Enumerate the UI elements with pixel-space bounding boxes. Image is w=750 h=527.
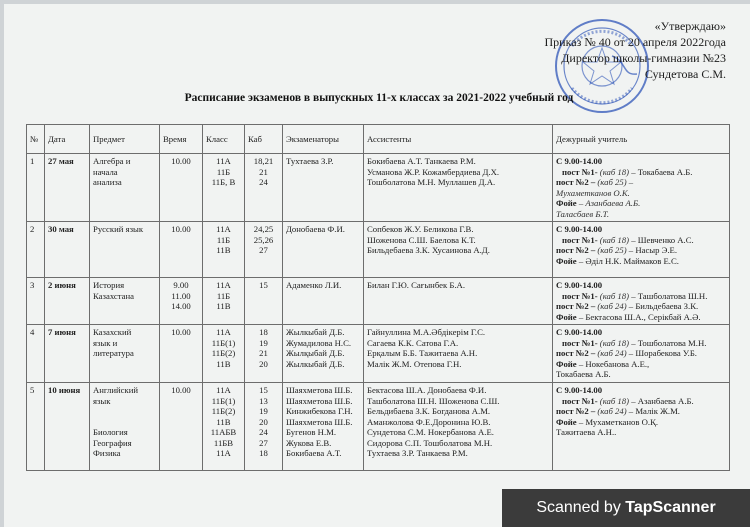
post2-teacher: – Бильдебаева З.К.: [628, 301, 699, 311]
table-row: [27, 325, 730, 383]
header-assistants: Ассистенты: [364, 125, 553, 154]
class-line: 11А: [216, 385, 231, 395]
assistants-line: Билан Г.Ю. Сағынбек Б.А.: [367, 280, 465, 290]
room-line: 27: [259, 437, 268, 448]
foyer-label: Фойе: [556, 255, 577, 266]
post1-label: пост №1-: [562, 166, 598, 177]
table-header-row: [27, 125, 730, 154]
watermark-prefix: Scanned by: [536, 499, 626, 516]
post2-label: пост №2 –: [556, 348, 596, 358]
table-row: [27, 383, 730, 471]
examiners-line: Жылқыбай Д.Б.: [286, 348, 345, 358]
approval-heading: «Утверждаю»: [654, 19, 726, 33]
assistants-line: Тухтаева З.Р. Танкаева Р.М.: [367, 448, 468, 458]
cell-class: [203, 383, 245, 471]
post1-label: пост №1-: [562, 337, 598, 348]
approval-director: Директор школы-гимназии №23: [561, 51, 726, 65]
cell-class: [203, 278, 245, 325]
cell-room: [245, 325, 283, 383]
header-num: №: [27, 125, 45, 154]
cell-examiners: [283, 154, 364, 222]
class-line: 11Б(2): [211, 348, 236, 358]
room-line: 25,26: [253, 234, 274, 245]
exam-date: 30 мая: [45, 222, 90, 278]
exam-date: 27 мая: [45, 154, 90, 222]
room-line: 20: [259, 358, 268, 369]
cell-subject: [90, 383, 160, 471]
time-line: 10.00: [171, 224, 191, 234]
post1-teacher: – Токабаева А.Б.: [631, 166, 693, 177]
exam-date: 10 июня: [45, 383, 90, 471]
cell-time: [160, 383, 203, 471]
header-duty: Дежурный учитель: [553, 125, 730, 154]
room-line: 15: [259, 280, 268, 290]
assistants-line: Бокибаева А.Т. Танкаева Р.М.: [367, 156, 476, 166]
duty-teachers: [553, 278, 730, 325]
post1-label: пост №1-: [562, 290, 598, 301]
watermark-brand: TapScanner: [625, 499, 716, 516]
assistants-line: Усманова Ж.Р. Кожамбердиева Д.Х.: [367, 166, 500, 177]
assistants-line: Шоженова С.Ш. Баелова К.Т.: [367, 234, 476, 245]
post2-teacher: – Шорабекова У.Б.: [628, 348, 697, 358]
cell-assistants: [364, 278, 553, 325]
time-line: 10.00: [171, 327, 191, 337]
header-examiners: Экзаменаторы: [283, 125, 364, 154]
examiners-line: Шаяхметова Ш.Б.: [286, 385, 353, 395]
assistants-line: Ташболатова Ш.Н. Шоженова С.Ш.: [367, 395, 500, 406]
cell-time: [160, 222, 203, 278]
assistants-line: Сундетова С.М. Нокербанова А.Е.: [367, 427, 494, 437]
exam-schedule-table: [26, 124, 730, 471]
approval-block: [545, 18, 726, 82]
room-line: 19: [259, 337, 268, 348]
duty-teachers: [553, 154, 730, 222]
class-line: 11В: [216, 301, 231, 311]
class-line: 11Б: [216, 234, 231, 245]
subject-line: [93, 417, 156, 428]
table-row: [27, 278, 730, 325]
header-class: Класс: [203, 125, 245, 154]
approval-name: Сундетова С.М.: [644, 67, 726, 81]
foyer-label: Фойе: [556, 198, 577, 208]
class-line: 11АБВ: [210, 427, 237, 437]
post2-label: пост №2 –: [556, 177, 596, 187]
room-line: 27: [259, 245, 268, 255]
class-line: 11А: [216, 224, 231, 234]
assistants-line: Сагаева К.К. Сатова Г.А.: [367, 337, 459, 348]
cell-subject: [90, 278, 160, 325]
cell-examiners: [283, 222, 364, 278]
class-line: 11В: [216, 358, 231, 369]
duty-teachers: [553, 383, 730, 471]
post1-label: пост №1-: [562, 395, 598, 406]
document-title: Расписание экзаменов в выпускных 11-х классах за 2021-2022 учебный год: [184, 92, 574, 104]
subject-line: Казахстана: [93, 290, 135, 301]
room-line: 18: [259, 448, 268, 458]
class-line: 11Б(1): [211, 395, 236, 406]
cell-class: [203, 222, 245, 278]
class-line: 11А: [216, 156, 231, 166]
cell-subject: [90, 222, 160, 278]
class-line: 11Б: [216, 290, 231, 301]
subject-line: Биология: [93, 427, 128, 437]
header-time: Время: [160, 125, 203, 154]
examiners-line: Жылкыбай Д.Б.: [286, 327, 345, 337]
examiners-line: Адаменко Л.И.: [286, 280, 342, 290]
subject-line: начала: [93, 166, 118, 177]
foyer-teacher: – Бектасова Ш.А., Серікбай А.Ә.: [578, 311, 701, 322]
row-number: 4: [27, 325, 45, 383]
assistants-line: Тошболатова М.Н. Муллашев Д.А.: [367, 177, 496, 187]
foyer-extra: Таласбаев Б.Т.: [556, 208, 610, 219]
cell-assistants: [364, 154, 553, 222]
examiners-line: Жылкыбай Д.Б.: [286, 358, 345, 369]
duty-teachers: [553, 325, 730, 383]
header-room: Каб: [245, 125, 283, 154]
cell-examiners: [283, 325, 364, 383]
foyer-label: Фойе: [556, 416, 577, 427]
cell-subject: [90, 325, 160, 383]
cell-class: [203, 325, 245, 383]
room-line: 13: [259, 395, 268, 406]
exam-date: 2 июня: [45, 278, 90, 325]
subject-line: [93, 406, 156, 417]
duty-time: С 9.00-14.00: [556, 280, 603, 290]
examiners-line: Тухтаева З.Р.: [286, 156, 334, 166]
class-line: 11А: [216, 280, 231, 290]
assistants-line: Сопбеков Ж.У. Беликова Г.В.: [367, 224, 474, 234]
foyer-extra: Тажитаева А.Н..: [556, 427, 617, 437]
class-line: 11Б, В: [211, 177, 236, 187]
post1-room: (каб 18): [599, 166, 630, 177]
class-line: 11А: [216, 327, 231, 337]
examiners-line: Донобаева Ф.И.: [286, 224, 345, 234]
cell-time: [160, 278, 203, 325]
examiners-line: Жукова Е.В.: [286, 437, 332, 448]
time-line: 14.00: [171, 301, 191, 311]
post2-room: (каб 25): [597, 245, 627, 255]
row-number: 3: [27, 278, 45, 325]
assistants-line: Ерқалым Б.Б. Тажитаева А.Н.: [367, 348, 478, 358]
foyer-teacher: – Нокебанова А.Е.,: [578, 358, 650, 369]
post2-room: (каб 25) –: [597, 177, 634, 187]
approval-order: Приказ № 40 от 20 апреля 2022года: [544, 35, 726, 49]
post2-label: пост №2 –: [556, 406, 596, 416]
time-line: 11.00: [171, 290, 191, 301]
post1-teacher: – Ташболатова Ш.Н.: [631, 290, 708, 301]
subject-line: Казахский: [93, 327, 132, 337]
room-line: 21: [259, 166, 268, 177]
cell-assistants: [364, 383, 553, 471]
post1-teacher: – Шевченко А.С.: [631, 234, 694, 245]
room-line: 24: [259, 427, 268, 437]
room-line: 18,21: [253, 156, 274, 166]
examiners-line: Бугенов Н.М.: [286, 427, 337, 437]
subject-line: География: [93, 437, 132, 448]
assistants-line: Малік Ж.М. Отепова Г.Н.: [367, 358, 462, 369]
subject-line: Алгебра и: [93, 156, 131, 166]
class-line: 11В: [216, 416, 231, 427]
table-row: [27, 154, 730, 222]
row-number: 1: [27, 154, 45, 222]
cell-assistants: [364, 325, 553, 383]
foyer-teacher: – Әділ Н.К. Маймаков Е.С.: [578, 255, 679, 266]
subject-line: язык: [93, 395, 111, 406]
room-line: 19: [259, 406, 268, 416]
post2-extra: Мухаметканов О.К.: [556, 187, 630, 198]
row-number: 5: [27, 383, 45, 471]
assistants-line: Бильдебаева З.К. Хусаинова А.Д.: [367, 245, 490, 255]
exam-date: 7 июня: [45, 325, 90, 383]
subject-line: Физика: [93, 448, 121, 458]
duty-teachers: [553, 222, 730, 278]
subject-line: Английский: [93, 385, 139, 395]
duty-time: С 9.00-14.00: [556, 327, 603, 337]
cell-room: [245, 278, 283, 325]
room-line: 18: [259, 327, 268, 337]
cell-room: [245, 154, 283, 222]
time-line: 9.00: [173, 280, 189, 290]
post1-room: (каб 18): [599, 395, 630, 406]
scanner-watermark: [502, 489, 750, 527]
duty-time: С 9.00-14.00: [556, 224, 603, 234]
post2-label: пост №2 –: [556, 301, 596, 311]
time-line: 10.00: [171, 385, 191, 395]
examiners-line: Бокибаева А.Т.: [286, 448, 342, 458]
post1-teacher: – Азанбаева А.Б.: [631, 395, 694, 406]
duty-time: С 9.00-14.00: [556, 156, 603, 166]
class-line: 11Б(1): [211, 337, 236, 348]
cell-assistants: [364, 222, 553, 278]
class-line: 11А: [216, 448, 231, 458]
post1-label: пост №1-: [562, 234, 598, 245]
foyer-extra: Токабаева А.Б.: [556, 369, 611, 379]
post1-room: (каб 18): [599, 337, 630, 348]
class-line: 11В: [216, 245, 231, 255]
document-page: [4, 4, 750, 527]
examiners-line: Шаяхметова Ш.Б.: [286, 416, 353, 427]
cell-examiners: [283, 278, 364, 325]
post2-teacher: – Насыр Э.Е.: [628, 245, 678, 255]
header-subject: Предмет: [90, 125, 160, 154]
post2-room: (каб 24): [597, 348, 627, 358]
class-line: 11БВ: [213, 437, 234, 448]
table-row: [27, 222, 730, 278]
post2-label: пост №2 –: [556, 245, 596, 255]
foyer-label: Фойе: [556, 311, 577, 322]
subject-line: литература: [93, 348, 134, 358]
assistants-line: Гайнуллина М.А.Әбдікерім Г.С.: [367, 327, 486, 337]
examiners-line: Жумадилова Н.С.: [286, 337, 352, 348]
assistants-line: Бельдибаева З.К. Богданова А.М.: [367, 406, 491, 416]
foyer-teacher: – Азанбаева А.Б.: [578, 198, 641, 208]
assistants-line: Сидорова С.П. Тошболатова М.Н.: [367, 437, 493, 448]
cell-room: [245, 222, 283, 278]
header-date: Дата: [45, 125, 90, 154]
post1-room: (каб 18): [599, 290, 630, 301]
room-line: 24,25: [253, 224, 274, 234]
foyer-teacher: – Мухаметканов О.Қ.: [578, 416, 659, 427]
cell-time: [160, 154, 203, 222]
duty-time: С 9.00-14.00: [556, 385, 603, 395]
examiners-line: Шаяхметова Ш.Б.: [286, 395, 353, 406]
room-line: 20: [259, 416, 268, 427]
subject-line: анализа: [93, 177, 122, 187]
post1-teacher: – Тошболатова М.Н.: [631, 337, 707, 348]
class-line: 11Б: [216, 166, 231, 177]
time-line: 10.00: [171, 156, 191, 166]
subject-line: язык и: [93, 337, 118, 348]
post1-room: (каб 18): [599, 234, 630, 245]
cell-class: [203, 154, 245, 222]
foyer-label: Фойе: [556, 358, 577, 369]
room-line: 24: [259, 177, 268, 187]
room-line: 15: [259, 385, 268, 395]
examiners-line: Кинжибекова Г.Н.: [286, 406, 353, 416]
post2-room: (каб 24): [597, 406, 627, 416]
cell-room: [245, 383, 283, 471]
class-line: 11Б(2): [211, 406, 236, 416]
cell-subject: [90, 154, 160, 222]
post2-room: (каб 24): [597, 301, 627, 311]
assistants-line: Бектасова Ш.А. Донобаева Ф.И.: [367, 385, 487, 395]
subject-line: История: [93, 280, 125, 290]
row-number: 2: [27, 222, 45, 278]
cell-examiners: [283, 383, 364, 471]
cell-time: [160, 325, 203, 383]
assistants-line: Аманжолова Ф.Е.Доронина Ю.В.: [367, 416, 491, 427]
room-line: 21: [259, 348, 268, 358]
subject-line: Русский язык: [93, 224, 144, 234]
post2-teacher: – Малік Ж.М.: [628, 406, 680, 416]
